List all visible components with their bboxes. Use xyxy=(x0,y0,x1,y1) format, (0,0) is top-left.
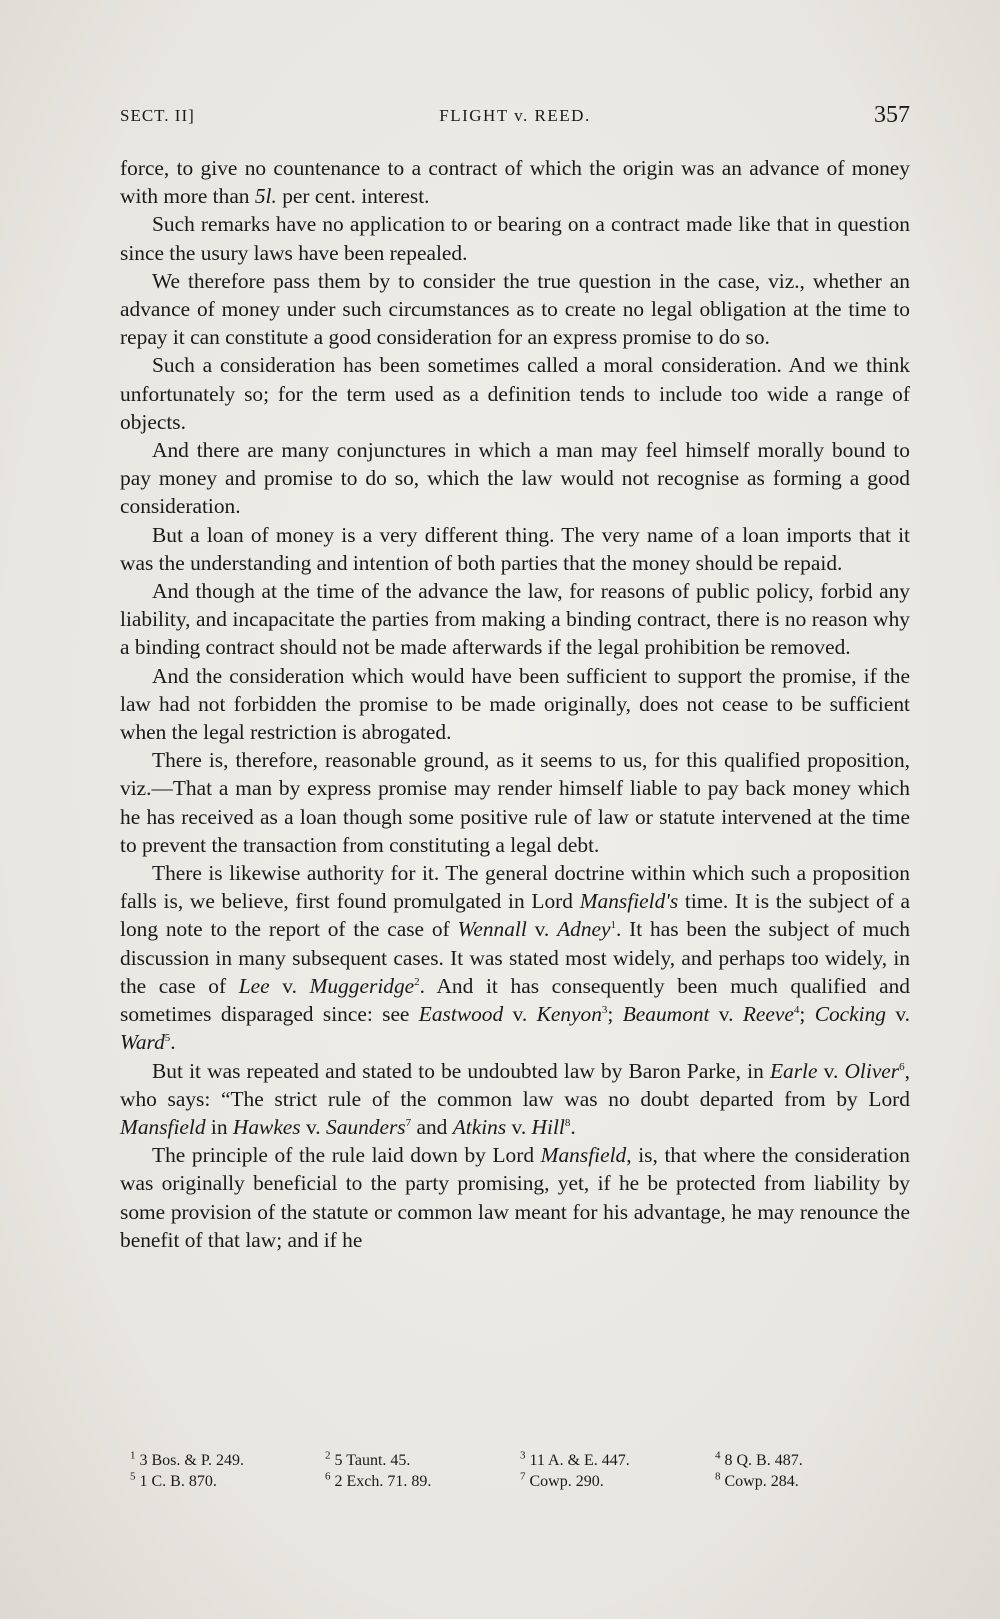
footnote-marker: 8 xyxy=(715,1470,721,1483)
body-text xyxy=(120,154,910,1254)
paragraph: And the consideration which would have been sufficient to support the promise, if the law had not forbidden the promise to be made originally, does not cease to be sufficient when the legal restriction is abrogated. xyxy=(120,663,910,745)
footnotes xyxy=(130,1450,910,1492)
section-label: SECT. II] xyxy=(120,106,195,125)
footnote-row xyxy=(130,1471,910,1492)
footnote-marker: 1 xyxy=(130,1449,136,1462)
footnote xyxy=(715,1471,910,1492)
footnote xyxy=(130,1450,325,1471)
footnote-citation: Cowp. 290. xyxy=(525,1473,604,1490)
paragraph: force, to give no countenance to a contract of which the origin was an advance of money with more than 5l. per cent. interest. xyxy=(120,156,910,209)
footnote xyxy=(325,1450,520,1471)
footnote-citation: 11 A. & E. 447. xyxy=(525,1452,630,1469)
footnote-marker: 6 xyxy=(325,1470,331,1483)
footnote-marker: 4 xyxy=(715,1449,721,1462)
paragraph: We therefore pass them by to consider the true question in the case, viz., whether an advance of money under such circumstances as to create no legal obligation at the time to repay it can constitute a good consideration for an express promise to do so. xyxy=(120,268,910,350)
footnote xyxy=(715,1450,910,1471)
footnote-citation: 2 Exch. 71. 89. xyxy=(330,1473,432,1490)
page-number: 357 xyxy=(874,102,910,128)
case-title: FLIGHT v. REED. xyxy=(439,106,591,125)
footnote xyxy=(130,1471,325,1492)
running-header xyxy=(120,104,910,134)
footnote-citation: Cowp. 284. xyxy=(720,1473,799,1490)
paragraph: There is likewise authority for it. The general doctrine within which such a proposition falls is, we believe, first found promulgated in Lord Mansfield's time. It is the subject of a long note to the report of the case of Wennall v. Adney$^1$. It has been the subject of much discussion in many subsequent cases. It was stated most widely, and perhaps too widely, in the case of Lee v. Muggeridge$^2$. And it has consequently been much qualified and sometimes disparaged since: see Eastwood v. Kenyon$^3$; Beaumont v. Reeve$^4$; Cocking v. Ward$^5$. xyxy=(120,861,910,1055)
paragraph: And though at the time of the advance the law, for reasons of public policy, forbid any liability, and incapacitate the parties from making a binding contract, there is no reason why a binding contract should not be made afterwards if the legal prohibition be removed. xyxy=(120,579,910,660)
paragraph: But it was repeated and stated to be undoubted law by Baron Parke, in Earle v. Oliver$^6$, who says: “The strict rule of the common law was no doubt departed from by Lord Mansfield in Hawkes v. Saunders$^7$ and Atkins v. Hill$^8$. xyxy=(120,1058,910,1139)
footnote xyxy=(325,1471,520,1492)
paragraph: The principle of the rule laid down by Lord Mansfield, is, that where the consideration was originally beneficial to the party promising, yet, if he be protected from liability by some provision of the statute or common law meant for his advantage, he may renounce the benefit of that law; and if he xyxy=(120,1143,911,1252)
footnote-row xyxy=(130,1450,910,1471)
footnote-marker: 7 xyxy=(520,1470,526,1483)
paragraph: Such a consideration has been sometimes called a moral consideration. And we think unfortunately so; for the term used as a definition tends to include too wide a range of objects. xyxy=(120,353,910,434)
footnote-marker: 2 xyxy=(325,1449,331,1462)
footnote-marker: 5 xyxy=(130,1470,136,1483)
footnote-marker: 3 xyxy=(520,1449,526,1462)
footnote-citation: 1 C. B. 870. xyxy=(135,1473,217,1490)
paragraph: But a loan of money is a very different thing. The very name of a loan imports that it was the understanding and intention of both parties that the money should be repaid. xyxy=(120,522,910,575)
footnote xyxy=(520,1450,715,1471)
footnote-citation: 5 Taunt. 45. xyxy=(330,1452,411,1469)
paragraph: Such remarks have no application to or bearing on a contract made like that in question since the usury laws have been repealed. xyxy=(120,212,910,265)
footnote-citation: 8 Q. B. 487. xyxy=(720,1452,803,1469)
paragraph: There is, therefore, reasonable ground, as it seems to us, for this qualified proposition, viz.—That a man by express promise may render himself liable to pay back money which he has received as a loan though some positive rule of law or statute intervened at the time to prevent the transaction from constituting a legal debt. xyxy=(120,748,910,857)
footnote xyxy=(520,1471,715,1492)
paragraph: And there are many conjunctures in which a man may feel himself morally bound to pay money and promise to do so, which the law would not recognise as forming a good consideration. xyxy=(120,438,910,519)
footnote-citation: 3 Bos. & P. 249. xyxy=(135,1452,244,1469)
